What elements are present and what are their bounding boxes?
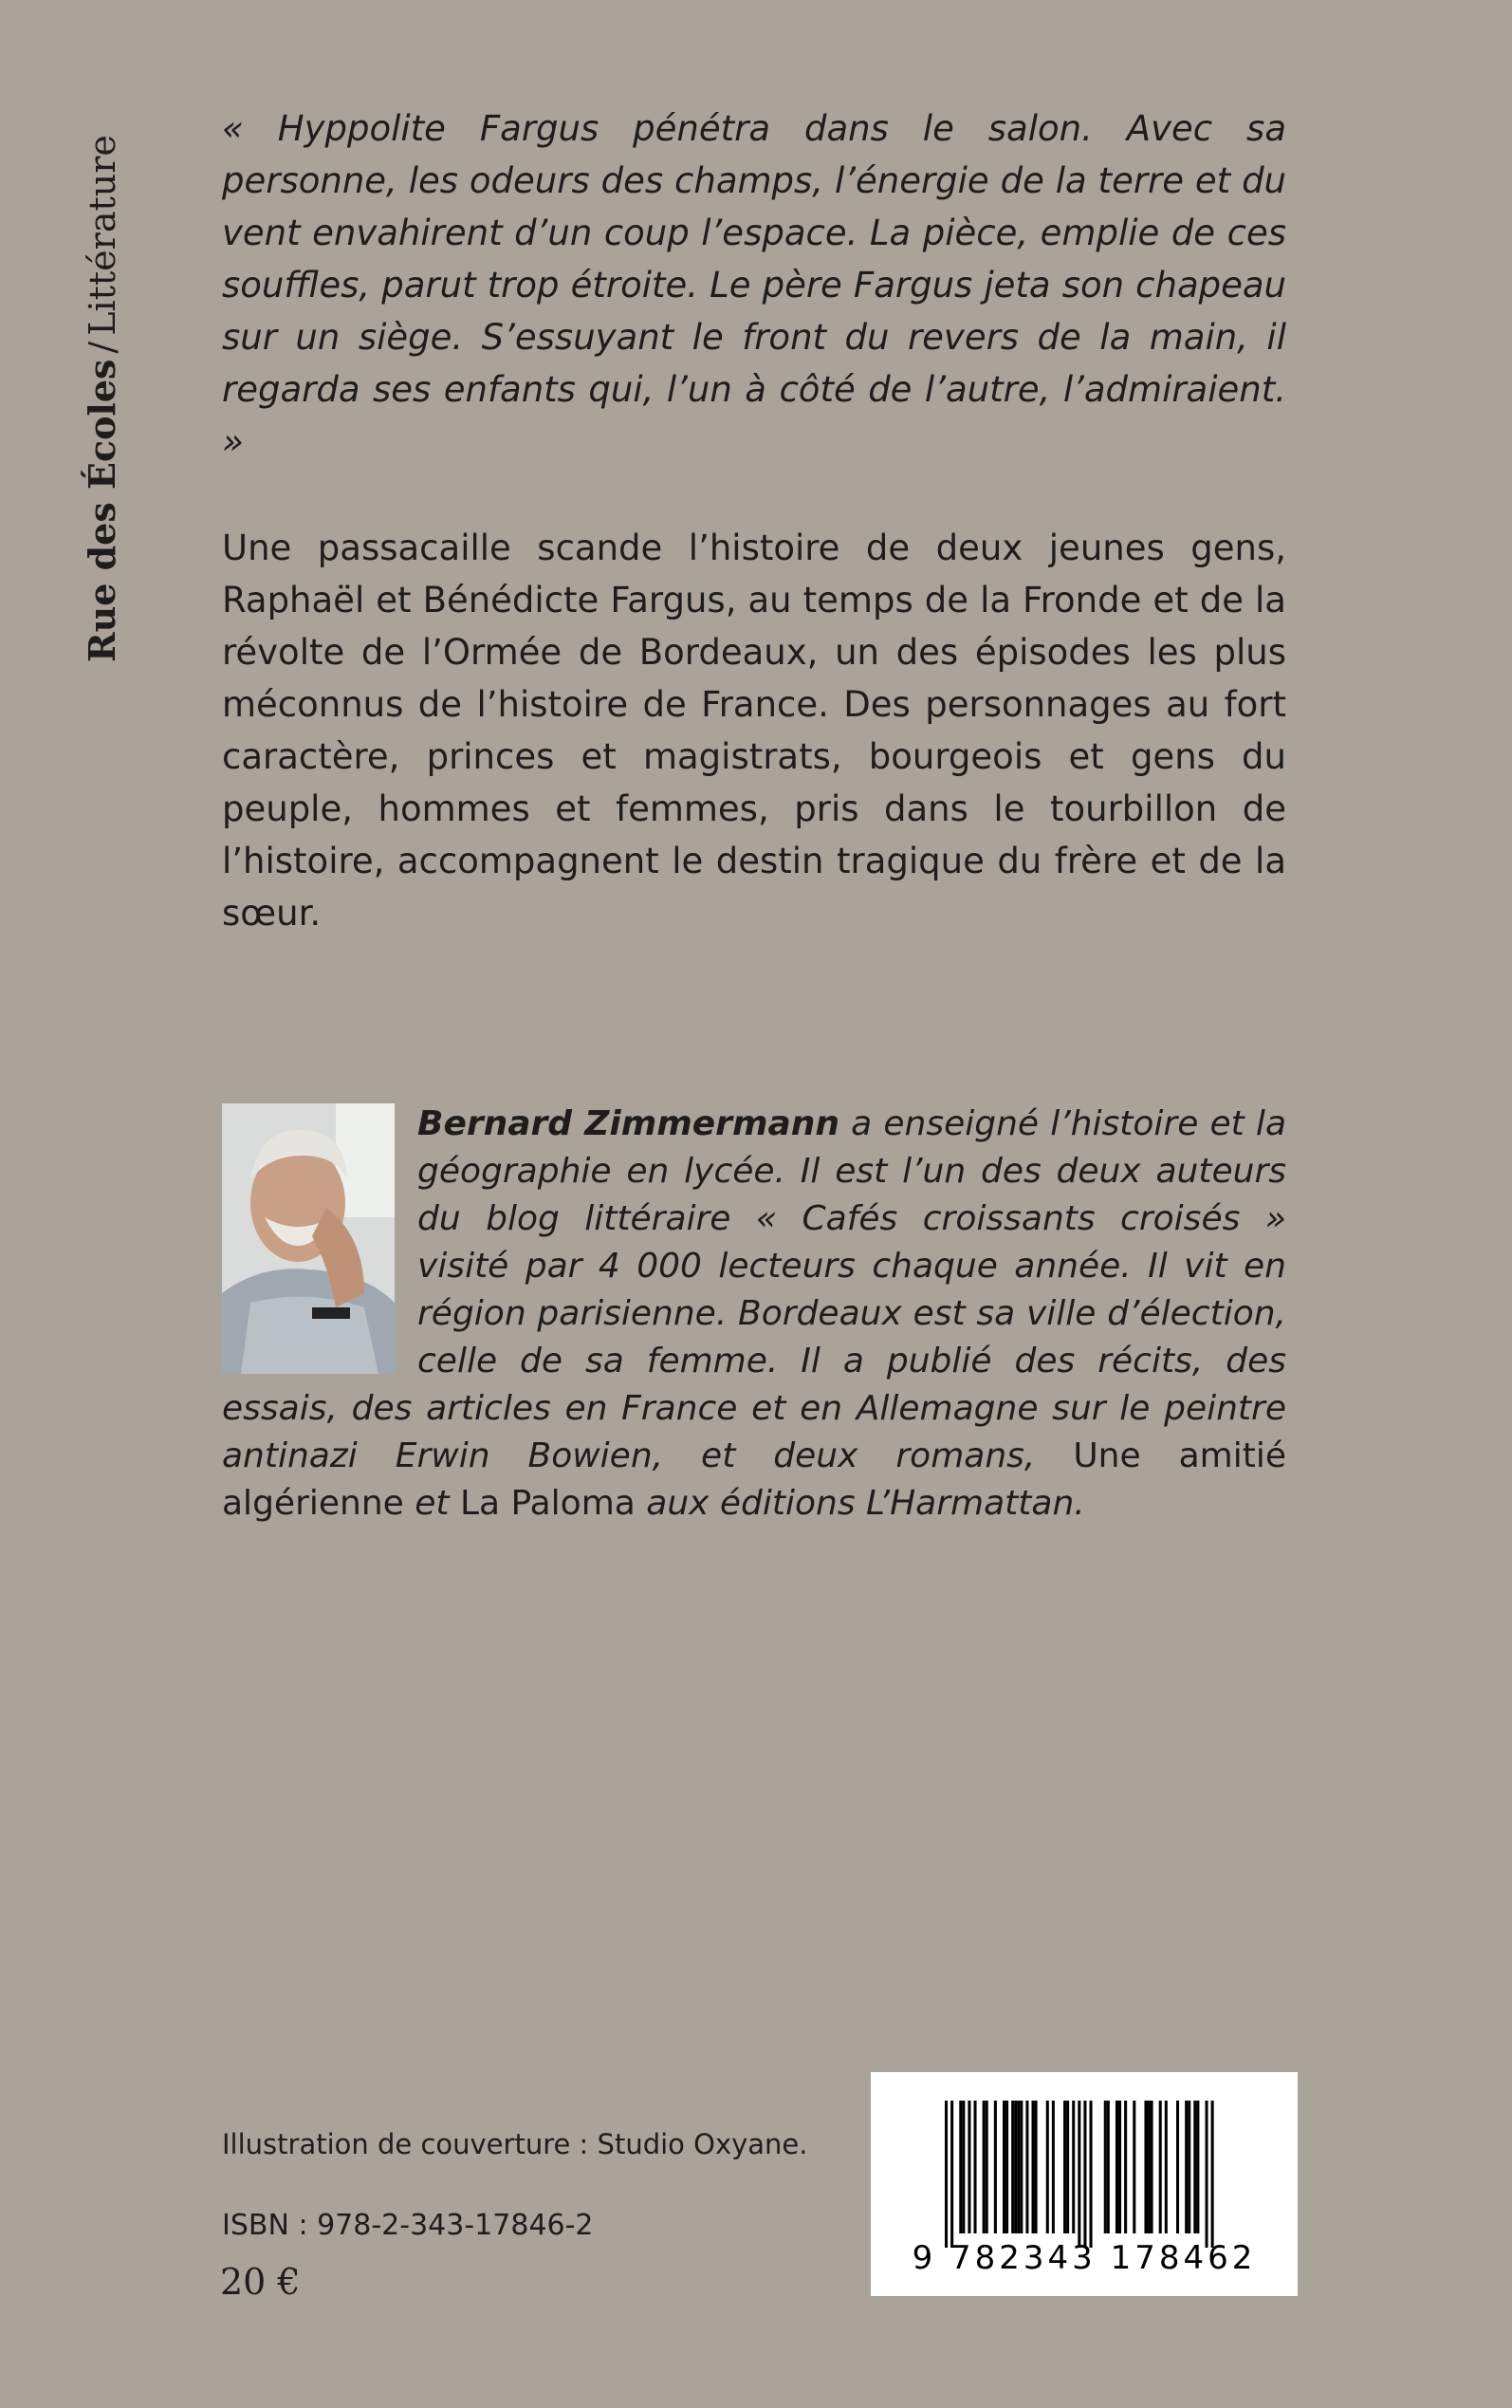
barcode-bar (1151, 2101, 1153, 2233)
barcode-bar (974, 2101, 977, 2233)
book-title-1: Une amitié algérienne (222, 1436, 1287, 1523)
barcode-bar (1104, 2101, 1107, 2233)
barcode-bar (1116, 2101, 1118, 2233)
barcode-bar (1196, 2101, 1199, 2233)
bio-connector: et (403, 1484, 460, 1523)
barcode-bar (950, 2101, 953, 2248)
author-bio (222, 1101, 1286, 1528)
barcode (871, 2072, 1298, 2296)
barcode-bar (1014, 2101, 1017, 2233)
isbn: ISBN : 978-2-343-17846-2 (222, 2209, 594, 2242)
author-name: Bernard Zimmermann (417, 1104, 840, 1143)
excerpt-quote: « Hyppolite Fargus pénétra dans le salon. Avec sa personne, les odeurs des champs, l’énergie de la terre et du vent envahirent d’un coup l’espace. La pièce, emplie de ces souffles, parut trop étroite. Le père Fargus jeta son chapeau sur un siège. S’essuyant le front du revers de la main, il regarda ses enfants qui, l’un à côté de l’autre, l’admiraient. » (222, 108, 1286, 462)
barcode-bar (1025, 2101, 1028, 2233)
barcode-bar (959, 2101, 962, 2233)
barcode-bar (1035, 2101, 1038, 2233)
spine-label (74, 112, 131, 662)
barcode-bar (962, 2101, 965, 2233)
barcode-bar (1032, 2101, 1035, 2233)
barcode-bar (1188, 2101, 1190, 2233)
barcode-number: 9 782343 178462 (912, 2239, 1257, 2277)
barcode-bar (986, 2101, 988, 2233)
barcode-bar (1148, 2101, 1151, 2233)
barcode-bar (1090, 2101, 1093, 2248)
barcode-bar (1133, 2101, 1135, 2233)
barcode-bar (1185, 2101, 1188, 2233)
genre-name: Littérature (82, 135, 123, 336)
barcode-bar (1165, 2101, 1168, 2233)
barcode-bar (1020, 2101, 1023, 2233)
barcode-bar (1206, 2101, 1208, 2248)
barcode-bar (1078, 2101, 1080, 2248)
barcode-bar (1176, 2101, 1179, 2233)
price: 20 € (220, 2261, 301, 2303)
barcode-bar (1005, 2101, 1008, 2233)
barcode-bar (1107, 2101, 1110, 2233)
barcode-bar (968, 2101, 970, 2233)
collection-name: Rue des Écoles (81, 359, 123, 662)
book-title-2: La Paloma (459, 1484, 636, 1523)
barcode-bar (1118, 2101, 1121, 2233)
barcode-bar (1017, 2101, 1020, 2233)
barcode-bar (1046, 2101, 1049, 2233)
barcode-bar (945, 2101, 948, 2248)
barcode-bar (994, 2101, 997, 2233)
barcode-bar (1211, 2101, 1214, 2248)
barcode-bar (1083, 2101, 1086, 2248)
barcode-bar (1193, 2101, 1196, 2233)
book-summary: Une passacaille scande l’histoire de deux jeunes gens, Raphaël et Bénédicte Fargus, au temps de la Fronde et de la révolte de l’Ormée de Bordeaux, un des épisodes les plus méconnus de l’histoire de France. Des personnages au fort caractère, princes et magistrats, bourgeois et gens du peuple, hommes et femmes, pris dans le tourbillon de l’histoire, accompagnent le destin tragique du frère et de la sœur. (222, 528, 1286, 934)
barcode-bar (1063, 2101, 1066, 2233)
barcode-bar (1124, 2101, 1127, 2233)
bio-publisher: aux éditions L’Harmattan. (635, 1484, 1085, 1523)
barcode-bar (1066, 2101, 1069, 2233)
barcode-bar (1072, 2101, 1075, 2233)
cover-credit: Illustration de couverture : Studio Oxyane. (222, 2128, 808, 2160)
barcode-bar (1144, 2101, 1147, 2233)
barcode-bar (1052, 2101, 1055, 2233)
barcode-bar (1003, 2101, 1005, 2233)
spine-separator: / (82, 341, 123, 354)
barcode-bar (1011, 2101, 1014, 2233)
barcode-bar (983, 2101, 986, 2233)
barcode-bar (1159, 2101, 1162, 2233)
bio-text: a enseigné l’histoire et la géographie en lycée. Il est l’un des deux auteurs du blog littéraire « Cafés croissants croisés » visité par 4 000 lecteurs chaque année. Il vit en région parisienne. Bordeaux est sa ville d’élection, celle de sa femme. Il a publié des récits, des essais, des articles en France et en Allemagne sur le peintre antinazi Erwin Bowien, et deux romans, (222, 1104, 1286, 1475)
